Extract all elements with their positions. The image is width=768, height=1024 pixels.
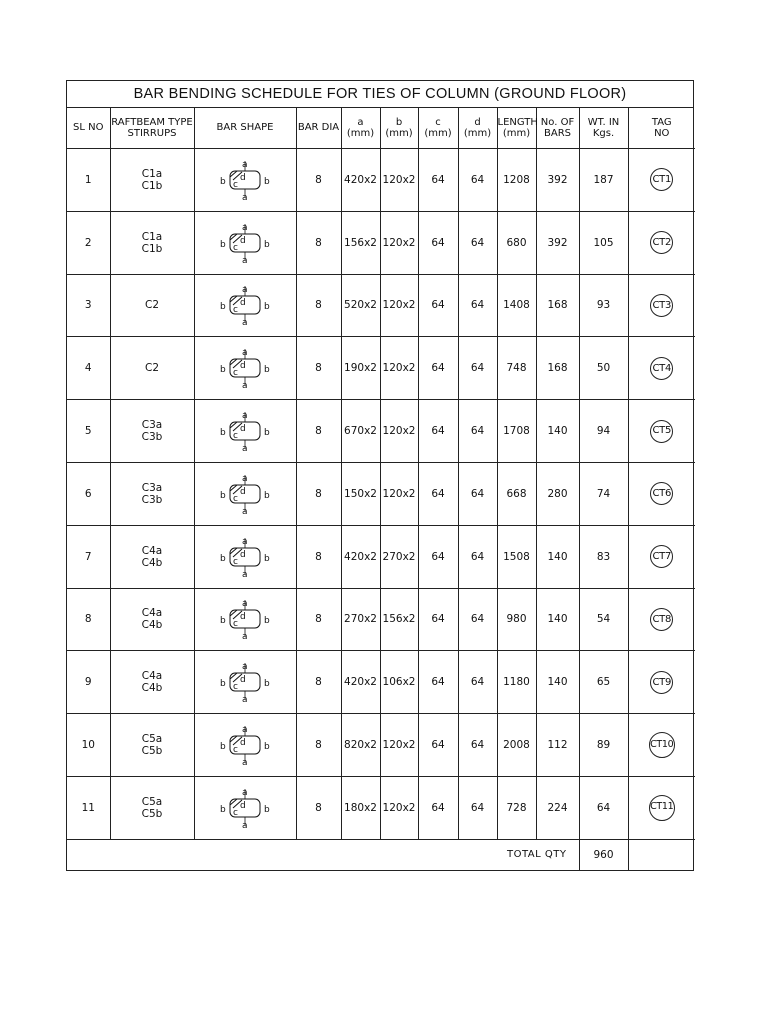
no-of-bars-cell: 280 — [536, 462, 579, 525]
bar-shape-cell — [194, 525, 296, 588]
bar-shape-cell — [194, 588, 296, 651]
shape-label-a-top: a — [242, 662, 248, 673]
tag-cell — [628, 525, 695, 588]
sl-no-cell: 9 — [67, 651, 110, 714]
shape-label-b-left: b — [220, 616, 226, 627]
sl-no-cell: 5 — [67, 400, 110, 463]
stirrup-type: C4a — [141, 544, 163, 557]
shape-label-b-right: b — [264, 616, 270, 627]
c-cell: 64 — [418, 400, 458, 463]
total-weight: 960 — [579, 839, 628, 870]
sl-no-cell: 4 — [67, 337, 110, 400]
type-cell — [110, 274, 194, 337]
b-cell: 120x2 — [380, 274, 418, 337]
table-row — [67, 337, 695, 400]
stirrup-type: C1b — [141, 242, 163, 255]
sl-no-cell: 6 — [67, 462, 110, 525]
header-length: LENGTH (mm) — [497, 108, 536, 149]
stirrup-shape-icon — [215, 724, 275, 766]
tag-cell — [628, 588, 695, 651]
shape-label-c: c — [233, 368, 238, 379]
bar-dia-cell: 8 — [296, 588, 341, 651]
shape-label-a-bottom: a — [242, 569, 248, 578]
shape-label-c: c — [233, 682, 238, 693]
d-cell: 64 — [458, 776, 497, 839]
bar-shape-cell — [194, 274, 296, 337]
stirrup-shape-icon — [215, 473, 275, 515]
length-cell: 1408 — [497, 274, 536, 337]
weight-cell: 83 — [579, 525, 628, 588]
weight-cell: 94 — [579, 400, 628, 463]
shape-label-a-bottom: a — [242, 695, 248, 704]
tag-cell — [628, 211, 695, 274]
sl-no-cell: 2 — [67, 211, 110, 274]
a-cell: 150x2 — [341, 462, 380, 525]
shape-label-a-bottom: a — [242, 318, 248, 327]
shape-label-a-top: a — [242, 285, 248, 296]
b-cell: 120x2 — [380, 462, 418, 525]
shape-label-a-top: a — [242, 787, 248, 798]
stirrup-type: C4a — [141, 607, 163, 620]
tag-badge: CT3 — [650, 294, 673, 317]
bar-dia-cell: 8 — [296, 714, 341, 777]
a-cell: 670x2 — [341, 400, 380, 463]
weight-cell: 187 — [579, 149, 628, 212]
no-of-bars-cell: 140 — [536, 651, 579, 714]
tag-cell — [628, 400, 695, 463]
shape-label-d: d — [240, 675, 246, 686]
bar-shape-cell — [194, 714, 296, 777]
table-row — [67, 400, 695, 463]
bar-dia-cell: 8 — [296, 211, 341, 274]
type-cell — [110, 714, 194, 777]
header-no-of-bars: No. OF BARS — [536, 108, 579, 149]
shape-label-a-bottom: a — [242, 255, 248, 264]
weight-cell: 50 — [579, 337, 628, 400]
stirrup-shape-icon — [215, 787, 275, 829]
b-cell: 120x2 — [380, 400, 418, 463]
shape-label-b-left: b — [220, 804, 226, 815]
tag-cell — [628, 462, 695, 525]
table-row — [67, 714, 695, 777]
stirrup-shape-icon — [215, 347, 275, 389]
shape-label-b-right: b — [264, 490, 270, 501]
d-cell: 64 — [458, 337, 497, 400]
type-cell — [110, 525, 194, 588]
shape-label-b-right: b — [264, 553, 270, 564]
d-cell: 64 — [458, 462, 497, 525]
stirrup-type: C1a — [141, 167, 163, 180]
header-b: b (mm) — [380, 108, 418, 149]
shape-label-d: d — [240, 612, 246, 623]
stirrup-type: C5a — [141, 733, 163, 745]
shape-label-a-top: a — [242, 411, 248, 422]
stirrup-type: C4b — [141, 619, 163, 632]
no-of-bars-cell: 112 — [536, 714, 579, 777]
shape-label-a-bottom: a — [242, 820, 248, 829]
header-a: a (mm) — [341, 108, 380, 149]
shape-label-b-left: b — [220, 365, 226, 376]
stirrup-type: C3b — [141, 431, 163, 444]
d-cell: 64 — [458, 651, 497, 714]
type-cell — [110, 400, 194, 463]
shape-label-b-right: b — [264, 428, 270, 439]
no-of-bars-cell: 140 — [536, 588, 579, 651]
a-cell: 420x2 — [341, 525, 380, 588]
shape-label-d: d — [240, 361, 246, 372]
bar-shape-cell — [194, 211, 296, 274]
header-row — [67, 108, 695, 149]
length-cell: 1208 — [497, 149, 536, 212]
shape-label-b-right: b — [264, 176, 270, 187]
stirrup-type: C4b — [141, 556, 163, 569]
table-row — [67, 776, 695, 839]
type-cell — [110, 211, 194, 274]
table-row — [67, 149, 695, 212]
shape-label-b-left: b — [220, 490, 226, 501]
shape-label-b-right: b — [264, 302, 270, 313]
shape-label-a-bottom: a — [242, 381, 248, 390]
tag-badge: CT7 — [650, 545, 673, 568]
c-cell: 64 — [418, 714, 458, 777]
tag-cell — [628, 337, 695, 400]
sl-no-cell: 8 — [67, 588, 110, 651]
shape-label-a-top: a — [242, 473, 248, 484]
no-of-bars-cell: 140 — [536, 525, 579, 588]
table-row — [67, 462, 695, 525]
bar-dia-cell: 8 — [296, 776, 341, 839]
shape-label-a-bottom: a — [242, 444, 248, 453]
type-cell — [110, 337, 194, 400]
shape-label-c: c — [233, 807, 238, 818]
c-cell: 64 — [418, 274, 458, 337]
b-cell: 120x2 — [380, 149, 418, 212]
header-weight: WT. IN Kgs. — [579, 108, 628, 149]
a-cell: 180x2 — [341, 776, 380, 839]
shape-label-c: c — [233, 556, 238, 567]
length-cell: 1508 — [497, 525, 536, 588]
d-cell: 64 — [458, 400, 497, 463]
a-cell: 270x2 — [341, 588, 380, 651]
schedule-table — [67, 108, 695, 870]
sl-no-cell: 1 — [67, 149, 110, 212]
tag-badge: CT6 — [650, 482, 673, 505]
shape-label-a-top: a — [242, 348, 248, 359]
bar-dia-cell: 8 — [296, 337, 341, 400]
stirrup-type: C3b — [141, 493, 163, 506]
stirrup-type: C5a — [141, 795, 163, 808]
weight-cell: 89 — [579, 714, 628, 777]
a-cell: 520x2 — [341, 274, 380, 337]
tag-cell — [628, 149, 695, 212]
c-cell: 64 — [418, 525, 458, 588]
bar-shape-cell — [194, 337, 296, 400]
shape-label-d: d — [240, 486, 246, 497]
stirrup-type: C2 — [144, 299, 159, 312]
schedule-title: BAR BENDING SCHEDULE FOR TIES OF COLUMN (GROUND FLOOR) — [67, 81, 693, 108]
c-cell: 64 — [418, 776, 458, 839]
d-cell: 64 — [458, 211, 497, 274]
d-cell: 64 — [458, 714, 497, 777]
bar-dia-cell: 8 — [296, 274, 341, 337]
a-cell: 156x2 — [341, 211, 380, 274]
shape-label-a-bottom: a — [242, 506, 248, 515]
weight-cell: 105 — [579, 211, 628, 274]
tag-badge: CT11 — [649, 795, 675, 821]
total-row — [67, 839, 695, 870]
tag-cell — [628, 776, 695, 839]
stirrup-type: C3a — [141, 419, 163, 432]
shape-label-b-left: b — [220, 679, 226, 690]
c-cell: 64 — [418, 337, 458, 400]
header-c: c (mm) — [418, 108, 458, 149]
stirrup-type: C4a — [141, 670, 163, 683]
stirrup-type: C3a — [141, 481, 163, 494]
shape-label-d: d — [240, 298, 246, 309]
stirrup-type: C4b — [141, 682, 163, 695]
a-cell: 820x2 — [341, 714, 380, 777]
length-cell: 680 — [497, 211, 536, 274]
shape-label-a-top: a — [242, 599, 248, 610]
header-sl-no: SL NO — [67, 108, 110, 149]
shape-label-a-top: a — [242, 159, 248, 170]
sl-no-cell: 7 — [67, 525, 110, 588]
type-cell — [110, 149, 194, 212]
tag-badge: CT10 — [649, 732, 675, 758]
length-cell: 2008 — [497, 714, 536, 777]
shape-label-b-left: b — [220, 176, 226, 187]
bar-shape-cell — [194, 776, 296, 839]
type-cell — [110, 462, 194, 525]
header-bar-dia: BAR DIA — [296, 108, 341, 149]
stirrup-shape-icon — [215, 222, 275, 264]
shape-label-b-left: b — [220, 428, 226, 439]
bar-shape-cell — [194, 651, 296, 714]
shape-label-c: c — [233, 242, 238, 253]
shape-label-d: d — [240, 424, 246, 435]
no-of-bars-cell: 392 — [536, 149, 579, 212]
shape-label-a-bottom: a — [242, 192, 248, 201]
bar-dia-cell: 8 — [296, 651, 341, 714]
sl-no-cell: 3 — [67, 274, 110, 337]
type-cell — [110, 776, 194, 839]
stirrup-type: C1a — [141, 230, 163, 243]
shape-label-b-left: b — [220, 239, 226, 250]
b-cell: 120x2 — [380, 337, 418, 400]
stirrup-shape-icon — [215, 661, 275, 703]
header-tag-no: TAG NO — [628, 108, 695, 149]
type-cell — [110, 651, 194, 714]
tag-badge: CT9 — [650, 671, 673, 694]
table-row — [67, 211, 695, 274]
stirrup-type: C1b — [141, 179, 163, 192]
table-row — [67, 651, 695, 714]
shape-label-d: d — [240, 738, 246, 749]
shape-label-a-top: a — [242, 536, 248, 547]
shape-label-b-right: b — [264, 742, 270, 753]
a-cell: 420x2 — [341, 651, 380, 714]
header-d: d (mm) — [458, 108, 497, 149]
shape-label-a-top: a — [242, 222, 248, 233]
no-of-bars-cell: 224 — [536, 776, 579, 839]
stirrup-type: C2 — [144, 362, 159, 375]
stirrup-type: C5b — [141, 745, 163, 758]
c-cell: 64 — [418, 211, 458, 274]
shape-label-a-bottom: a — [242, 758, 248, 767]
stirrup-shape-icon — [215, 410, 275, 452]
a-cell: 190x2 — [341, 337, 380, 400]
bar-shape-cell — [194, 149, 296, 212]
shape-label-b-right: b — [264, 365, 270, 376]
shape-label-d: d — [240, 800, 246, 811]
a-cell: 420x2 — [341, 149, 380, 212]
sl-no-cell: 11 — [67, 776, 110, 839]
tag-badge: CT4 — [650, 357, 673, 380]
shape-label-b-right: b — [264, 679, 270, 690]
b-cell: 270x2 — [380, 525, 418, 588]
bar-dia-cell: 8 — [296, 462, 341, 525]
shape-label-a-bottom: a — [242, 632, 248, 641]
tag-badge: CT2 — [650, 231, 673, 254]
d-cell: 64 — [458, 274, 497, 337]
tag-cell — [628, 651, 695, 714]
weight-cell: 93 — [579, 274, 628, 337]
weight-cell: 74 — [579, 462, 628, 525]
d-cell: 64 — [458, 525, 497, 588]
weight-cell: 54 — [579, 588, 628, 651]
length-cell: 1180 — [497, 651, 536, 714]
table-row — [67, 274, 695, 337]
no-of-bars-cell: 168 — [536, 274, 579, 337]
header-bar-shape: BAR SHAPE — [194, 108, 296, 149]
shape-label-c: c — [233, 493, 238, 504]
length-cell: 728 — [497, 776, 536, 839]
b-cell: 106x2 — [380, 651, 418, 714]
b-cell: 120x2 — [380, 714, 418, 777]
shape-label-d: d — [240, 172, 246, 183]
no-of-bars-cell: 168 — [536, 337, 579, 400]
c-cell: 64 — [418, 462, 458, 525]
shape-label-c: c — [233, 431, 238, 442]
type-cell — [110, 588, 194, 651]
shape-label-c: c — [233, 619, 238, 630]
d-cell: 64 — [458, 149, 497, 212]
weight-cell: 65 — [579, 651, 628, 714]
d-cell: 64 — [458, 588, 497, 651]
shape-label-b-left: b — [220, 302, 226, 313]
bar-dia-cell: 8 — [296, 149, 341, 212]
stirrup-shape-icon — [215, 598, 275, 640]
weight-cell: 64 — [579, 776, 628, 839]
length-cell: 1708 — [497, 400, 536, 463]
stirrup-shape-icon — [215, 159, 275, 201]
length-cell: 668 — [497, 462, 536, 525]
header-type: RAFTBEAM TYPE STIRRUPS — [110, 108, 194, 149]
length-cell: 980 — [497, 588, 536, 651]
c-cell: 64 — [418, 588, 458, 651]
tag-badge: CT8 — [650, 608, 673, 631]
b-cell: 120x2 — [380, 776, 418, 839]
shape-label-d: d — [240, 235, 246, 246]
length-cell: 748 — [497, 337, 536, 400]
sl-no-cell: 10 — [67, 714, 110, 777]
shape-label-c: c — [233, 179, 238, 190]
shape-label-c: c — [233, 305, 238, 316]
bar-bending-schedule-sheet — [66, 80, 694, 871]
shape-label-b-left: b — [220, 742, 226, 753]
bar-shape-cell — [194, 400, 296, 463]
bar-shape-cell — [194, 462, 296, 525]
no-of-bars-cell: 392 — [536, 211, 579, 274]
b-cell: 120x2 — [380, 211, 418, 274]
stirrup-type: C5b — [141, 807, 163, 820]
c-cell: 64 — [418, 651, 458, 714]
table-row — [67, 525, 695, 588]
tag-badge: CT5 — [650, 420, 673, 443]
bar-dia-cell: 8 — [296, 400, 341, 463]
tag-cell — [628, 714, 695, 777]
b-cell: 156x2 — [380, 588, 418, 651]
shape-label-a-top: a — [242, 725, 248, 736]
no-of-bars-cell: 140 — [536, 400, 579, 463]
total-label: TOTAL QTY — [67, 839, 579, 870]
bar-dia-cell: 8 — [296, 525, 341, 588]
c-cell: 64 — [418, 149, 458, 212]
table-row — [67, 588, 695, 651]
shape-label-b-right: b — [264, 804, 270, 815]
shape-label-c: c — [233, 745, 238, 756]
shape-label-b-left: b — [220, 553, 226, 564]
shape-label-b-right: b — [264, 239, 270, 250]
stirrup-shape-icon — [215, 536, 275, 578]
total-empty-cell — [628, 839, 695, 870]
shape-label-d: d — [240, 549, 246, 560]
tag-cell — [628, 274, 695, 337]
tag-badge: CT1 — [650, 168, 673, 191]
stirrup-shape-icon — [215, 284, 275, 326]
